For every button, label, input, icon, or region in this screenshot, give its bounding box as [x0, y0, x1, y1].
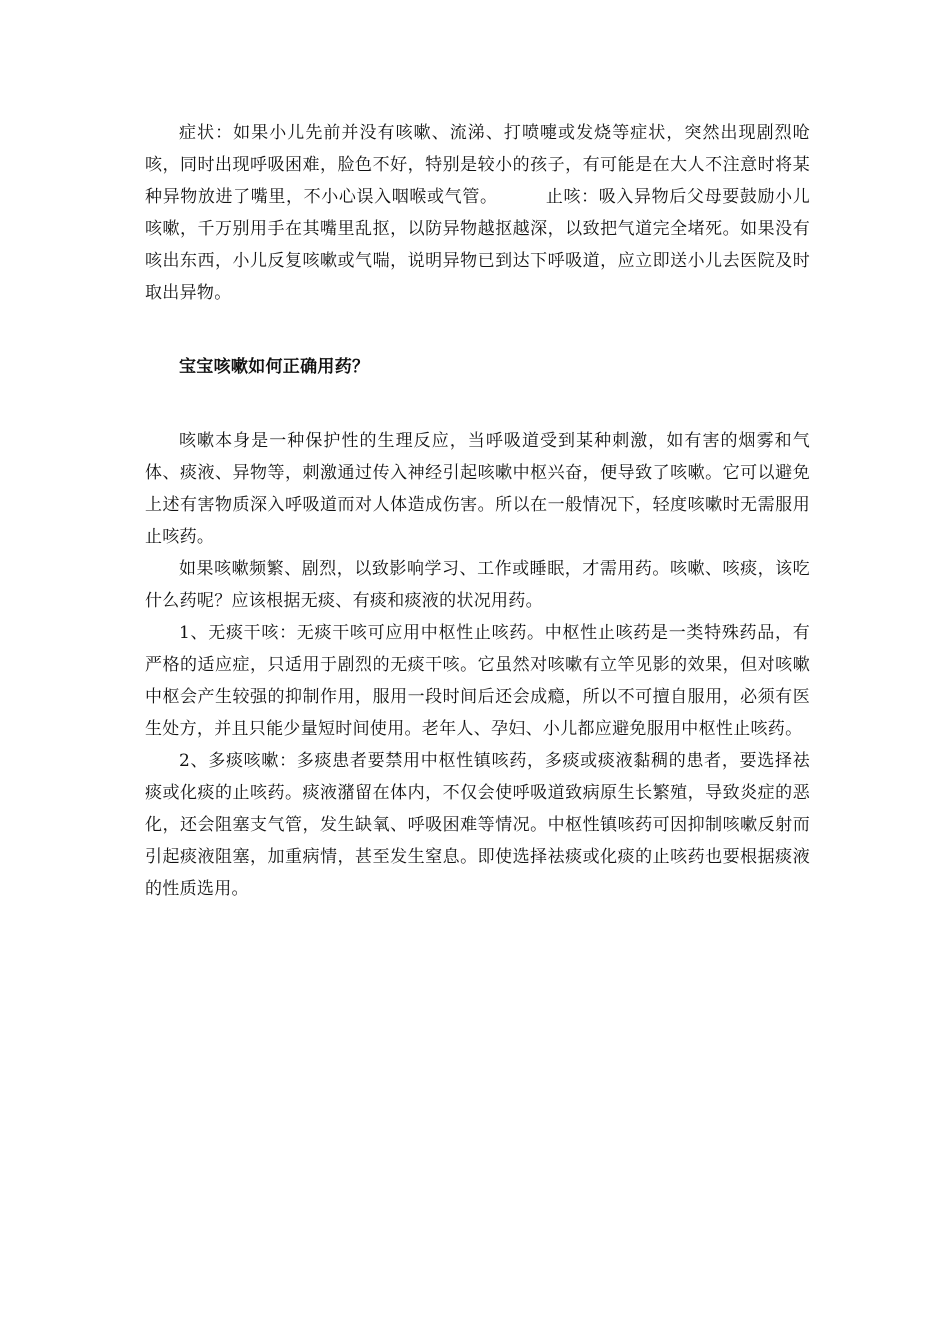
paragraph-symptom-text: 症状：如果小儿先前并没有咳嗽、流涕、打喷嚏或发烧等症状，突然出现剧烈呛咳，同时出现呼吸困难，脸色不好，特别是较小的孩子，有可能是在大人不注意时将某种异物放进了嘴里，不小心误入咽喉或气管。 — [145, 123, 810, 207]
document-page — [145, 117, 810, 905]
paragraph-when-medicate: 如果咳嗽频繁、剧烈，以致影响学习、工作或睡眠，才需用药。咳嗽、咳痰，该吃什么药呢？应该根据无痰、有痰和痰液的状况用药。 — [145, 559, 810, 611]
paragraph-phlegm-cough: 2、多痰咳嗽：多痰患者要禁用中枢性镇咳药，多痰或痰液黏稠的患者，要选择祛痰或化痰的止咳药。痰液潴留在体内，不仅会使呼吸道致病原生长繁殖，导致炎症的恶化，还会阻塞支气管，发生缺氧、呼吸困难等情况。中枢性镇咳药可因抑制咳嗽反射而引起痰液阻塞，加重病情，甚至发生窒息。即使选择祛痰或化痰的止咳药也要根据痰液的性质选用。 — [145, 751, 810, 899]
paragraph-dry-cough: 1、无痰干咳：无痰干咳可应用中枢性止咳药。中枢性止咳药是一类特殊药品，有严格的适应症，只适用于剧烈的无痰干咳。它虽然对咳嗽有立竿见影的效果，但对咳嗽中枢会产生较强的抑制作用，服用一段时间后还会成瘾，所以不可擅自服用，必须有医生处方，并且只能少量短时间使用。老年人、孕妇、小儿都应避免服用中枢性止咳药。 — [145, 623, 810, 739]
paragraph-foreign-body — [145, 117, 810, 309]
paragraph-cough-reaction: 咳嗽本身是一种保护性的生理反应，当呼吸道受到某种刺激，如有害的烟雾和气体、痰液、异物等，刺激通过传入神经引起咳嗽中枢兴奋，便导致了咳嗽。它可以避免上述有害物质深入呼吸道而对人体造成伤害。所以在一般情况下，轻度咳嗽时无需服用止咳药。 — [145, 431, 810, 547]
section-heading: 宝宝咳嗽如何正确用药？ — [179, 357, 370, 377]
paragraph-stop-cough-text: 止咳：吸入异物后父母要鼓励小儿咳嗽，千万别用手在其嘴里乱抠，以防异物越抠越深，以致把气道完全堵死。如果没有咳出东西，小儿反复咳嗽或气喘，说明异物已到达下呼吸道，应立即送小儿去医院及时取出异物。 — [145, 187, 811, 303]
